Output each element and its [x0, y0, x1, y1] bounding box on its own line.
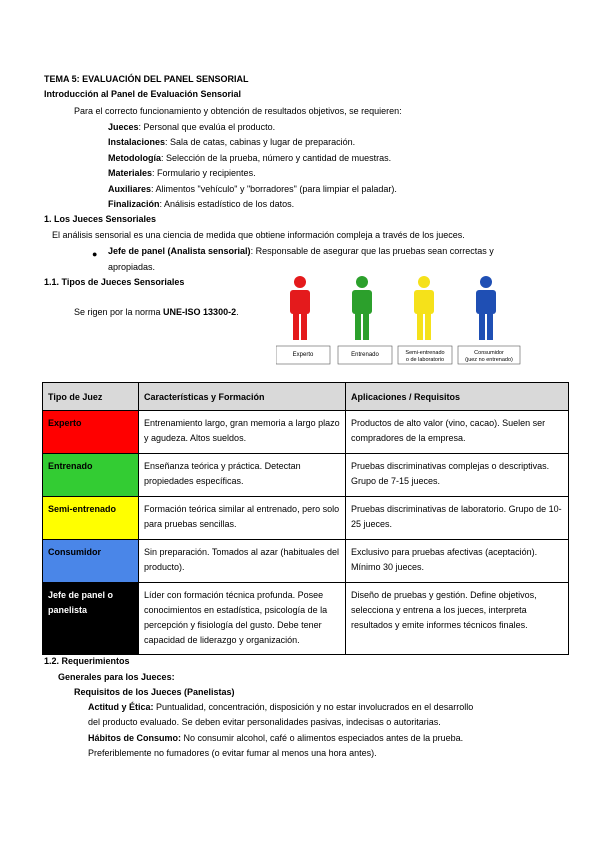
person-consumer-label: Consumidor — [474, 350, 504, 356]
req-judges: Jueces: Personal que evalúa el producto. — [108, 122, 276, 132]
header-type: Tipo de Juez — [43, 383, 139, 411]
judge-types-table — [42, 382, 569, 655]
applications-cell: Diseño de pruebas y gestión. Define objetivos, selecciona y entrena a los jueces, interpreta resultados y emite informes técnicos finales. — [346, 583, 569, 655]
person-consumer-label-2: (juez no entrenado) — [465, 357, 513, 363]
type-cell-expert: Experto — [43, 411, 139, 454]
habits-line-1: Hábitos de Consumo: No consumir alcohol, café o alimentos especiados antes de la prueba. — [88, 733, 464, 743]
bullet-dot: ● — [92, 249, 98, 259]
features-cell: Entrenamiento largo, gran memoria a largo plazo y agudeza. Altos sueldos. — [139, 411, 346, 454]
header-applications: Aplicaciones / Requisitos — [346, 383, 569, 411]
req-facilities: Instalaciones: Sala de catas, cabinas y lugar de preparación. — [108, 137, 356, 147]
section-1-1-heading: 1.1. Tipos de Jueces Sensoriales — [44, 277, 185, 287]
attitude-line-1: Actitud y Ética: Puntualidad, concentración, disposición y no estar involucrados en el desarrollo — [88, 702, 474, 712]
habits-line-2: Preferiblemente no fumadores (o evitar fumar al menos una hora antes). — [88, 748, 377, 758]
person-expert-label: Experto — [292, 352, 314, 358]
norm-text: Se rigen por la norma UNE-ISO 13300-2. — [74, 307, 239, 317]
features-cell: Líder con formación técnica profunda. Posee conocimientos en estadística, psicología de la percepción y fisiología del gusto. Debe tener capacidad de liderazgo y organización. — [139, 583, 346, 655]
table-row — [43, 411, 569, 454]
intro-heading: Introducción al Panel de Evaluación Sensorial — [44, 89, 242, 99]
features-cell: Formación teórica similar al entrenado, pero solo para pruebas sencillas. — [139, 497, 346, 540]
attitude-line-2: del producto evaluado. Se deben evitar personalidades pasivas, indecisas o autoritarias. — [88, 717, 441, 727]
general-judges-heading: Generales para los Jueces: — [58, 672, 175, 682]
judge-types-figure — [276, 272, 522, 368]
features-cell: Enseñanza teórica y práctica. Detectan propiedades específicas. — [139, 454, 346, 497]
intro-text: Para el correcto funcionamiento y obtención de resultados objetivos, se requieren: — [74, 106, 402, 116]
type-cell-trained: Entrenado — [43, 454, 139, 497]
type-cell-consumer: Consumidor — [43, 540, 139, 583]
features-cell: Sin preparación. Tomados al azar (habituales del producto). — [139, 540, 346, 583]
table-row — [43, 540, 569, 583]
table-row — [43, 583, 569, 655]
person-trained-label: Entrenado — [351, 352, 379, 358]
panel-leader-bullet: Jefe de panel (Analista sensorial): Responsable de asegurar que las pruebas sean correctas y — [108, 246, 494, 256]
person-expert — [276, 276, 330, 364]
section-1-2-heading: 1.2. Requerimientos — [44, 656, 130, 666]
req-methodology: Metodología: Selección de la prueba, número y cantidad de muestras. — [108, 153, 392, 163]
table-row — [43, 454, 569, 497]
person-semi-trained-label-2: o de laboratorio — [405, 357, 445, 363]
req-materials: Materiales: Formulario y recipientes. — [108, 168, 256, 178]
applications-cell: Pruebas discriminativas complejas o descriptivas. Grupo de 7-15 jueces. — [346, 454, 569, 497]
person-consumer — [458, 276, 520, 364]
table-row — [43, 497, 569, 540]
header-features: Características y Formación — [139, 383, 346, 411]
panelist-requirements-heading: Requisitos de los Jueces (Panelistas) — [74, 687, 235, 697]
req-finalization: Finalización: Análisis estadístico de los datos. — [108, 199, 295, 209]
person-semi-trained — [398, 276, 452, 364]
type-cell-panel-leader: Jefe de panel o panelista — [43, 583, 139, 655]
req-auxiliaries: Auxiliares: Alimentos "vehículo" y "borradores" (para limpiar el paladar). — [108, 184, 397, 194]
table-header-row — [43, 383, 569, 411]
applications-cell: Productos de alto valor (vino, cacao). Suelen ser compradores de la empresa. — [346, 411, 569, 454]
person-trained — [338, 276, 392, 364]
applications-cell: Exclusivo para pruebas afectivas (aceptación). Mínimo 30 jueces. — [346, 540, 569, 583]
section-1-text: El análisis sensorial es una ciencia de medida que obtiene información compleja a través de los jueces. — [52, 230, 465, 240]
page-title: TEMA 5: EVALUACIÓN DEL PANEL SENSORIAL — [44, 74, 249, 84]
section-1-heading: 1. Los Jueces Sensoriales — [44, 214, 157, 224]
panel-leader-bullet-cont: apropiadas. — [108, 262, 156, 272]
person-semi-trained-label: Semi-entrenado — [405, 350, 445, 356]
type-cell-semi-trained: Semi-entrenado — [43, 497, 139, 540]
applications-cell: Pruebas discriminativas de laboratorio. Grupo de 10-25 jueces. — [346, 497, 569, 540]
